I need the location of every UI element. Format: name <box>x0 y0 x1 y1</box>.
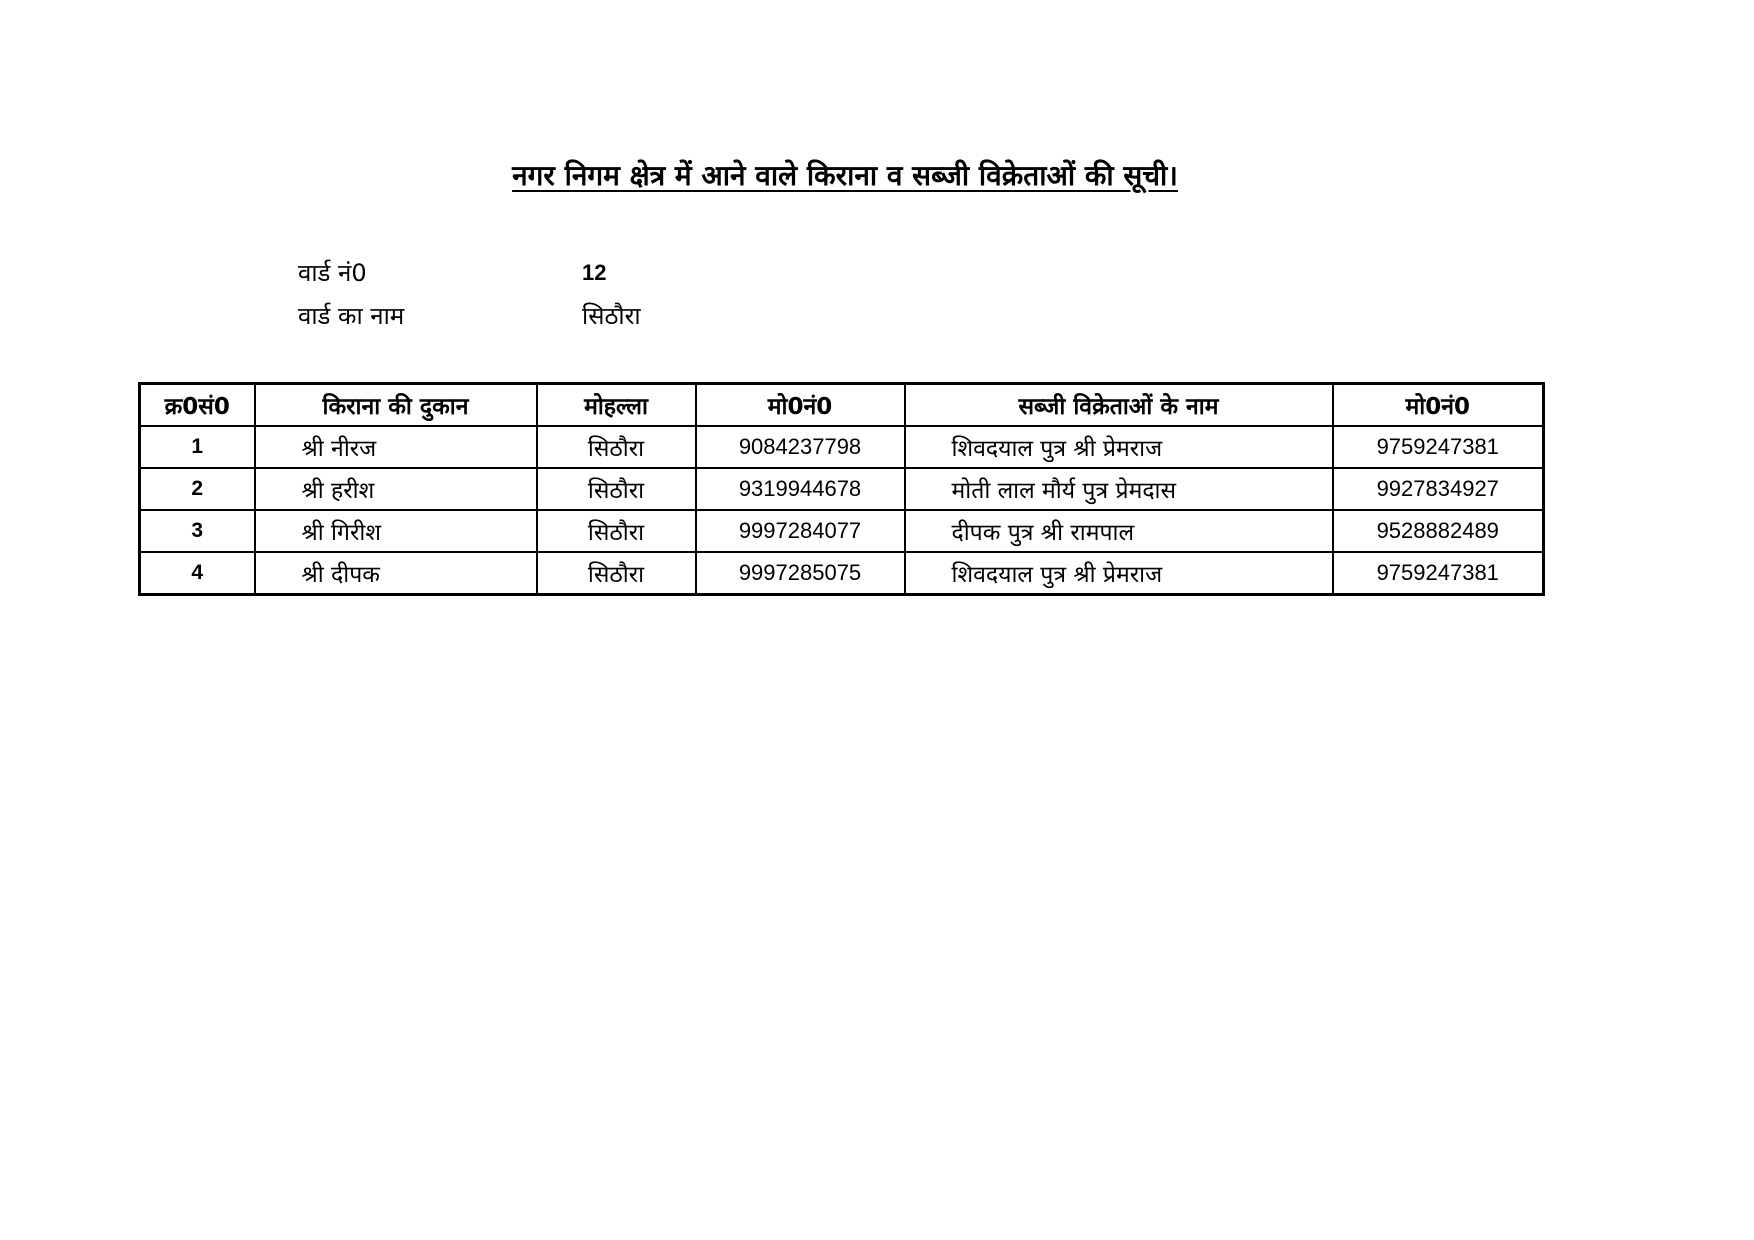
cell-mobile-1: 9997284077 <box>696 510 905 552</box>
cell-vegetable-vendor: मोती लाल मौर्य पुत्र प्रेमदास <box>905 468 1333 510</box>
ward-name-label: वार्ड का नाम <box>298 302 405 330</box>
vendor-table <box>138 382 1545 596</box>
cell-vegetable-vendor: शिवदयाल पुत्र श्री प्रेमराज <box>905 426 1333 468</box>
cell-vegetable-vendor: शिवदयाल पुत्र श्री प्रेमराज <box>905 552 1333 595</box>
cell-serial: 4 <box>140 552 255 595</box>
cell-grocery-shop: श्री गिरीश <box>255 510 537 552</box>
header-locality: मोहल्ला <box>537 384 696 427</box>
cell-vegetable-vendor: दीपक पुत्र श्री रामपाल <box>905 510 1333 552</box>
table-row <box>140 552 1544 595</box>
cell-locality: सिठौरा <box>537 552 696 595</box>
cell-grocery-shop: श्री दीपक <box>255 552 537 595</box>
header-vegetable-vendor: सब्जी विक्रेताओं के नाम <box>905 384 1333 427</box>
cell-locality: सिठौरा <box>537 468 696 510</box>
table-row <box>140 510 1544 552</box>
header-mobile-1: मो0नं0 <box>696 384 905 427</box>
header-serial: क्र0सं0 <box>140 384 255 427</box>
table-row <box>140 468 1544 510</box>
ward-number-value: 12 <box>582 260 607 285</box>
cell-mobile-2: 9759247381 <box>1333 552 1544 595</box>
cell-mobile-1: 9997285075 <box>696 552 905 595</box>
cell-mobile-2: 9759247381 <box>1333 426 1544 468</box>
ward-name-value: सिठौरा <box>582 302 641 330</box>
page-title: नगर निगम क्षेत्र में आने वाले किराना व सब्जी विक्रेताओं की सूची। <box>512 159 1178 192</box>
cell-mobile-2: 9528882489 <box>1333 510 1544 552</box>
header-grocery-shop: किराना की दुकान <box>255 384 537 427</box>
cell-grocery-shop: श्री नीरज <box>255 426 537 468</box>
header-mobile-2: मो0नं0 <box>1333 384 1544 427</box>
cell-serial: 1 <box>140 426 255 468</box>
cell-locality: सिठौरा <box>537 510 696 552</box>
cell-grocery-shop: श्री हरीश <box>255 468 537 510</box>
cell-serial: 2 <box>140 468 255 510</box>
table-row <box>140 426 1544 468</box>
table-header-row <box>140 384 1544 427</box>
cell-mobile-1: 9319944678 <box>696 468 905 510</box>
cell-mobile-2: 9927834927 <box>1333 468 1544 510</box>
cell-locality: सिठौरा <box>537 426 696 468</box>
cell-serial: 3 <box>140 510 255 552</box>
cell-mobile-1: 9084237798 <box>696 426 905 468</box>
ward-number-label: वार्ड नं0 <box>298 259 367 287</box>
